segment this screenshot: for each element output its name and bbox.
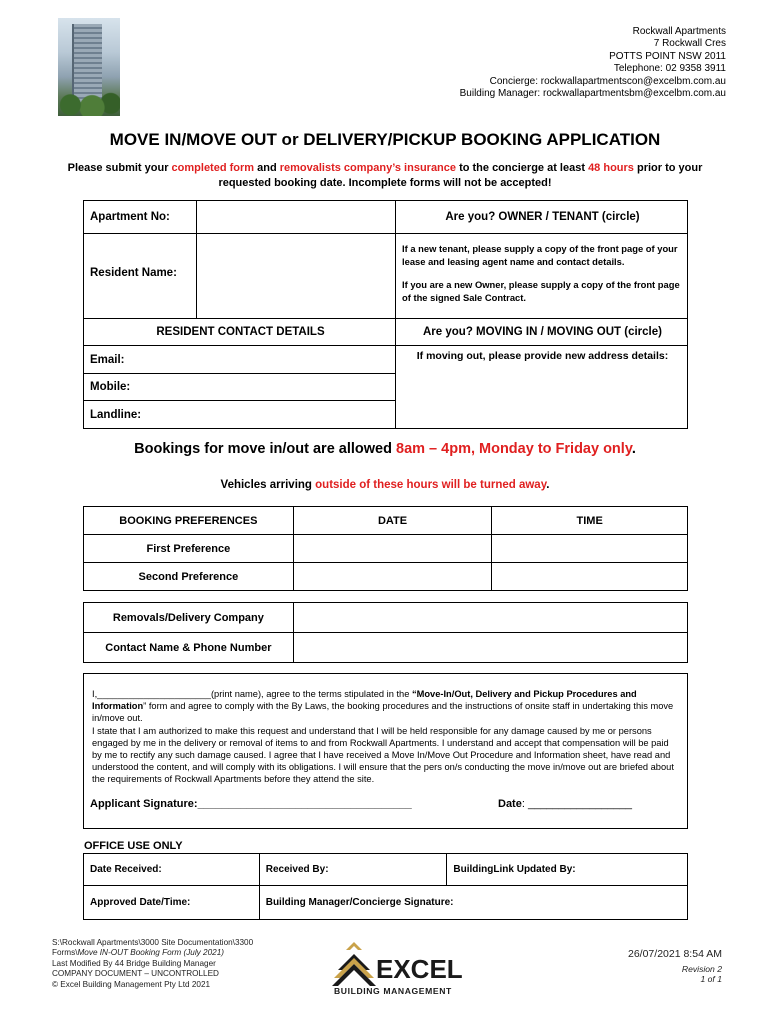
new-address-field[interactable] — [395, 345, 688, 429]
first-preference-date-field[interactable] — [293, 535, 492, 563]
hours-text: Bookings for move in/out are allowed — [134, 441, 396, 457]
excel-logo-mark-icon — [332, 940, 468, 996]
logo-subtitle: BUILDING MANAGEMENT — [334, 986, 452, 996]
resident-details-section — [83, 200, 688, 429]
concierge-email: Concierge: rockwallapartmentscon@excelbm.com.au — [489, 75, 726, 87]
building-photo — [58, 18, 120, 116]
intro-highlight: completed form — [171, 162, 255, 174]
print-name-field[interactable]: ______________________ — [97, 689, 211, 699]
file-path-line: S:\Rockwall Apartments\3000 Site Documentation\3300 — [52, 938, 254, 947]
file-name: Move IN-OUT Booking Form (July 2021) — [77, 948, 224, 958]
copyright: © Excel Building Management Pty Ltd 2021 — [52, 979, 211, 989]
resident-name-label: Resident Name: — [90, 267, 177, 279]
owner-tenant-label: Are you? OWNER / TENANT (circle) — [445, 211, 640, 223]
bm-signature-field[interactable]: Building Manager/Concierge Signature: — [259, 886, 687, 920]
buildinglink-updated-field[interactable]: BuildingLink Updated By: — [447, 854, 688, 886]
footer-document-info — [52, 938, 253, 990]
intro-text-part: requested booking date. Incomplete forms will not be accepted! — [218, 177, 552, 189]
office-use-title: OFFICE USE ONLY — [84, 840, 183, 852]
row-label: First Preference — [84, 535, 294, 563]
column-header: TIME — [492, 507, 688, 535]
date-field[interactable]: : _________________ — [521, 798, 632, 810]
booking-hours-notice — [0, 441, 770, 457]
hours-highlight: 8am – 4pm, Monday to Friday only — [396, 441, 632, 457]
moving-in-out-cell[interactable] — [395, 318, 688, 346]
footer-revision-info — [628, 948, 722, 984]
contact-name-phone-field[interactable] — [293, 633, 687, 663]
building-manager-email: Building Manager: rockwallapartmentsbm@excelbm.com.au — [459, 88, 726, 100]
signature-field[interactable]: ___________________________________ — [197, 798, 412, 810]
row-label: Contact Name & Phone Number — [84, 633, 294, 663]
removals-company-table — [83, 602, 688, 663]
row-label: Second Preference — [84, 563, 294, 591]
new-resident-notes — [395, 233, 688, 319]
apartment-label-cell — [83, 200, 197, 234]
signature-row — [90, 798, 681, 810]
vehicles-text: . — [546, 479, 550, 491]
logo-word: EXCEL — [376, 954, 463, 984]
mobile-field[interactable] — [83, 373, 396, 401]
telephone-line: Telephone: 02 9358 3911 — [613, 63, 726, 75]
declaration-paragraph-2: I state that I am authorized to make this request and understand that I will be held responsible for any damage caused by me or persons engaged by me in the delivery or removal of items to and from Rockwall Apartments. I understand and accept that compensation will be paid by me to rectify any such damage caused. I agree that I have received a Move In/Move Out Procedure and Information sheet, have read and understood the content, and will comply with its obligations. I will ensure that the pers on/s conducting the move in/move out are briefed about the requirements of Rockwall Apartments before they attend the site. — [92, 725, 674, 785]
address-block — [460, 26, 726, 100]
revision-number: Revision 2 — [681, 964, 722, 974]
address-line: Rockwall Apartments — [632, 26, 726, 37]
email-field[interactable] — [83, 345, 396, 374]
row-label: Removals/Delivery Company — [84, 603, 294, 633]
intro-highlight: removalists company’s insurance — [279, 162, 457, 174]
landline-field[interactable] — [83, 400, 396, 429]
intro-highlight: 48 hours — [588, 162, 634, 174]
declaration-text: ” form and agree to comply with the By Laws, the booking procedures and the instructions of onsite staff in undertaking this move in/move out. — [92, 701, 674, 724]
contact-details-label: RESIDENT CONTACT DETAILS — [156, 326, 325, 338]
removals-company-field[interactable] — [293, 603, 687, 633]
hours-text: . — [631, 441, 636, 457]
second-preference-time-field[interactable] — [492, 563, 688, 591]
document-status: COMPANY DOCUMENT – UNCONTROLLED — [52, 969, 219, 979]
page-title: MOVE IN/MOVE OUT or DELIVERY/PICKUP BOOKING APPLICATION — [109, 130, 661, 149]
excel-logo — [332, 940, 468, 996]
email-label: Email: — [90, 354, 125, 366]
declaration-paragraph-1 — [92, 688, 681, 725]
resident-name-field[interactable] — [196, 233, 396, 319]
declaration-text: I, — [92, 689, 98, 699]
intro-text-part: Please submit your — [67, 162, 172, 174]
owner-tenant-cell[interactable] — [395, 200, 688, 234]
declaration-doc-title: Procedures and Information — [92, 689, 637, 712]
first-preference-time-field[interactable] — [492, 535, 688, 563]
owner-note: If you are a new Owner, please supply a copy of the front page of the signed Sale Contract. — [402, 279, 680, 303]
intro-text — [40, 161, 730, 191]
file-path-text: Forms\ — [52, 948, 78, 958]
date-group — [498, 798, 632, 810]
tenant-note: If a new tenant, please supply a copy of the front page of your lease and leasing agent name and contact details. — [402, 243, 678, 267]
vehicles-notice — [0, 479, 770, 491]
print-timestamp: 26/07/2021 8:54 AM — [628, 948, 722, 960]
declaration-text: (print name), agree to the terms stipulated in the — [210, 689, 412, 699]
address-line: POTTS POINT NSW 2011 — [609, 50, 726, 62]
apartment-field[interactable] — [196, 200, 396, 234]
intro-text-part: and — [254, 162, 280, 174]
contact-details-header — [83, 318, 396, 346]
date-received-field[interactable]: Date Received: — [84, 854, 260, 886]
file-path-line — [52, 948, 253, 958]
page-number: 1 of 1 — [700, 974, 722, 984]
vehicles-highlight: outside of these hours will be turned away — [315, 479, 547, 491]
intro-text-part: to the concierge at least — [456, 162, 589, 174]
resident-name-label-cell — [83, 233, 197, 319]
vehicles-text: Vehicles arriving — [220, 479, 316, 491]
mobile-label: Mobile: — [90, 381, 131, 393]
office-use-table — [83, 853, 688, 920]
declaration-doc-title: “Move-In/Out, Delivery and Pickup — [411, 689, 564, 699]
date-label: Date — [498, 798, 522, 810]
approved-datetime-field[interactable]: Approved Date/Time: — [84, 886, 260, 920]
moving-in-out-label: Are you? MOVING IN / MOVING OUT (circle) — [423, 326, 662, 338]
address-line: 7 Rockwall Cres — [653, 38, 726, 50]
second-preference-date-field[interactable] — [293, 563, 492, 591]
landline-label: Landline: — [90, 409, 142, 421]
declaration-box — [83, 673, 688, 829]
last-modified: Last Modified By 44 Bridge Building Manager — [52, 958, 216, 968]
apartment-label: Apartment No: — [90, 211, 170, 223]
column-header: DATE — [293, 507, 492, 535]
moving-out-note: If moving out, please provide new address details: — [416, 350, 669, 362]
booking-preferences-table — [83, 506, 688, 591]
intro-text-part: prior to your — [633, 162, 703, 174]
signature-label: Applicant Signature: — [90, 798, 198, 810]
column-header: BOOKING PREFERENCES — [84, 507, 294, 535]
received-by-field[interactable]: Received By: — [259, 854, 447, 886]
